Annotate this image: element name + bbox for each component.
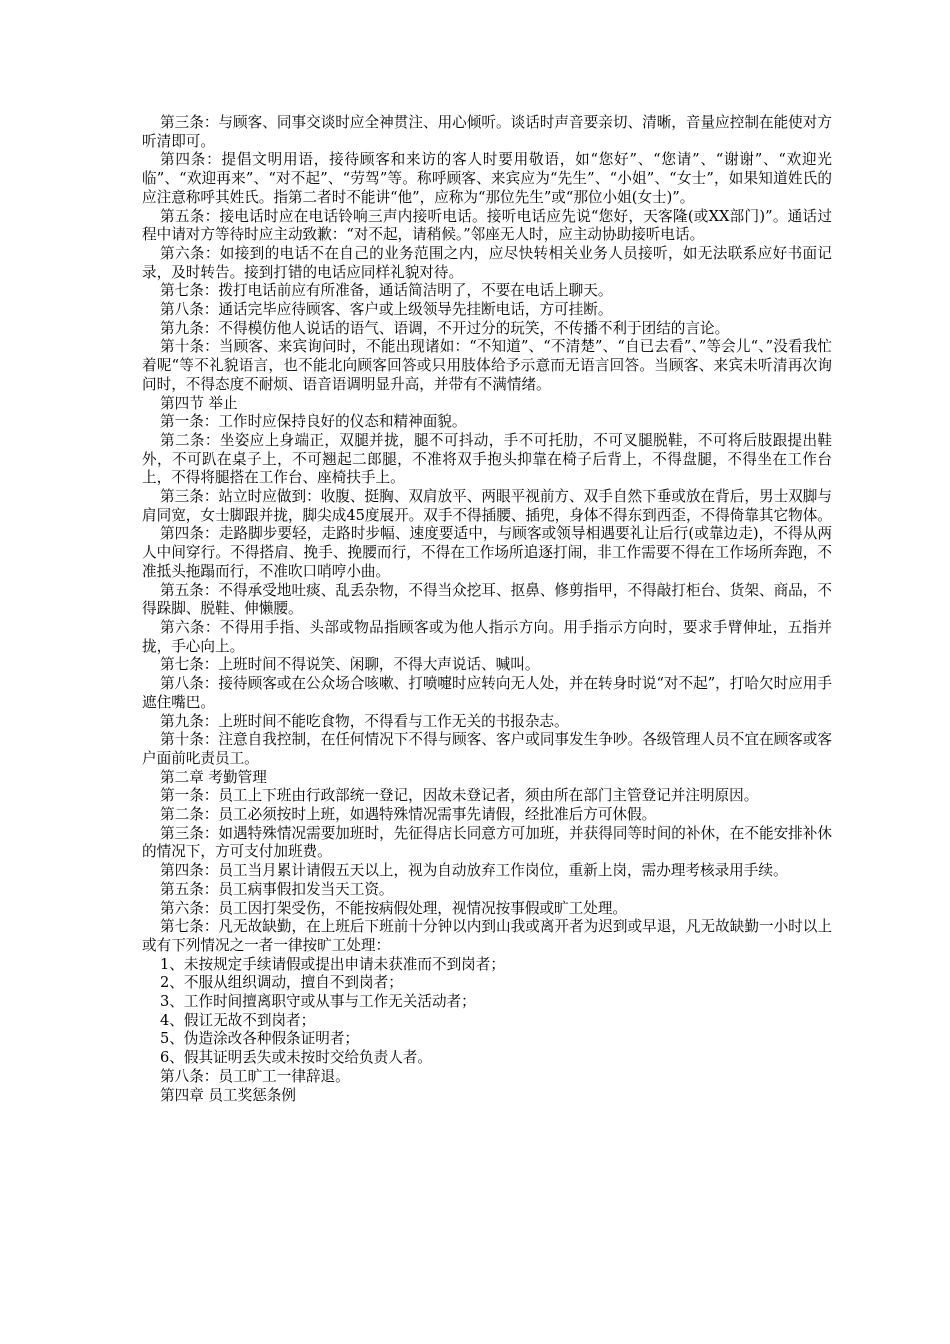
list-item: 5、伪造涂改各种假条证明者； <box>160 1030 360 1048</box>
paragraph: 第四条：员工当月累计请假五天以上，视为自动放弃工作岗位，重新上岗，需办理考核录用手续。 <box>160 862 788 880</box>
paragraph: 第六条：不得用手指、头部或物品指顾客或为他人指示方向。用手指示方向时，要求手臂伸址，五指并拢，手心向上。 <box>142 618 832 655</box>
paragraph: 第二条：员工必须按时上班，如遇特殊情况需事先请假，经批准后方可休假。 <box>160 806 657 824</box>
paragraph: 第五条：员工病事假扣发当天工资。 <box>160 880 394 898</box>
paragraph: 第三条：如遇特殊情况需要加班时，先征得店长同意方可加班，并获得同等时间的补休，在不能安排补休的情况下，方可支付加班费。 <box>142 824 832 861</box>
section-heading: 第四节 举止 <box>160 394 238 412</box>
paragraph: 第九条：不得模仿他人说话的语气、语调，不开过分的玩笑，不传播不利于团结的言论。 <box>160 319 730 337</box>
paragraph: 第一条：工作时应保持良好的仪态和精神面貌。 <box>160 413 467 431</box>
paragraph: 第二条：坐姿应上身端正，双腿并拢，腿不可抖动，手不可托肋，不可叉腿脱鞋，不可将后肢跟提出鞋外，不可趴在桌子上，不可翘起二郎腿，不准将双手抱头抑靠在椅子后背上，不得盘腿，不得坐在工作台上，不得将腿搭在工作台、座椅扶手上。 <box>142 431 832 487</box>
paragraph: 第四条：提倡文明用语，接待顾客和来访的客人时要用敬语，如“您好”、“您请”、“谢谢”、“欢迎光临”、“欢迎再来”、“对不起”、“劳驾”等。称呼顾客、来宾应为“先生”、“小姐”、“女士”，如果知道姓氏的应注意称呼其姓氏。指第二者时不能讲“他”，应称为“那位先生”或“那位小姐(女士)”。 <box>142 151 832 206</box>
chapter-heading: 第四章 员工奖惩条例 <box>160 1086 296 1104</box>
paragraph: 第八条：员工旷工一律辞退。 <box>160 1067 350 1085</box>
paragraph: 第六条：如接到的电话不在自己的业务范围之内，应尽快转相关业务人员接听，如无法联系应好书面记录，及时转告。接到打错的电话应同样礼貌对待。 <box>142 244 832 281</box>
paragraph: 第七条：拨打电话前应有所准备，通话简洁明了，不要在电话上聊天。 <box>160 282 613 300</box>
paragraph: 第三条：与顾客、同事交谈时应全神贯注、用心倾听。谈话时声音要亲切、清晰，音量应控制在能使对方听清即可。 <box>142 114 832 150</box>
list-item: 2、不服从组织调动，擅自不到岗者； <box>160 974 403 992</box>
list-item: 1、未按规定手续请假或提出申请未获准而不到岗者； <box>160 955 505 973</box>
paragraph: 第四条：走路脚步要轻，走路时步幅、速度要适中，与顾客或领导相遇要礼让后行(或靠边走)，不得从两人中间穿行。不得搭肩、挽手、挽腰而行，不得在工作场所追逐打闹，非工作需要不得在工作场所奔跑，不准抵头拖蹋而行，不准吹口哨哼小曲。 <box>142 525 832 580</box>
paragraph: 第三条：站立时应做到：收腹、挺胸、双肩放平、两眼平视前方、双手自然下垂或放在背后，男士双脚与肩同宽，女士脚跟并拢，脚尖成45度展开。双手不得插腰、插兜，身体不得东到西歪，不得倚靠其它物体。 <box>142 488 832 524</box>
paragraph: 第九条：上班时间不能吃食物，不得看与工作无关的书报杂志。 <box>160 712 569 730</box>
paragraph: 第十条：注意自我控制，在任何情况下不得与顾客、客户或同事发生争吵。各级管理人员不宜在顾客或客户面前叱责员工。 <box>142 731 832 767</box>
list-item: 6、假其证明丢失或未按时交给负责人者。 <box>160 1049 432 1067</box>
paragraph: 第六条：员工因打架受伤，不能按病假处理，视情况按事假或旷工处理。 <box>160 899 628 917</box>
paragraph: 第七条：上班时间不得说笑、闲聊，不得大声说话、喊叫。 <box>160 656 540 674</box>
list-item: 3、工作时间擅离职守或从事与工作无关活动者； <box>160 993 476 1011</box>
chapter-heading: 第二章 考勤管理 <box>160 768 267 786</box>
paragraph: 第七条：凡无故缺勤，在上班后下班前十分钟以内到山我或离开者为迟到或早退，凡无故缺勤一小时以上或有下列情况之一者一律按旷工处理： <box>142 918 832 954</box>
paragraph: 第八条：接待顾客或在公众场合咳嗽、打喷嚏时应转向无人处，并在转身时说“对不起”，打哈欠时应用手遮住嘴巴。 <box>142 675 832 711</box>
paragraph: 第八条：通话完毕应待顾客、客户或上级领导先挂断电话，方可挂断。 <box>160 301 613 319</box>
list-item: 4、假讧无故不到岗者； <box>160 1011 316 1029</box>
paragraph: 第五条：不得承受地吐痰、乱丢杂物，不得当众挖耳、抠鼻、修剪指甲，不得敲打柜台、货架、商品，不得跺脚、脱鞋、伸懒腰。 <box>142 581 832 618</box>
paragraph: 第五条：接电话时应在电话铃响三声内接听电话。接听电话应先说“您好，天客隆(或XX部门)”。通话过程中请对方等待时应主动致歉：“对不起，请稍候。”邻座无人时，应主动协助接听电话。 <box>142 207 832 244</box>
paragraph: 第十条：当顾客、来宾询问时，不能出现诸如：“不知道”、“不清楚”、“自已去看”、”等会儿“、”没看我忙着呢“等不礼貌语言，也不能北向顾客回答或只用肢体给予示意而无语言回答。当顾客、来宾未听清再次询问时，不得态度不耐烦、语音语调明显升高，并带有不满情绪。 <box>142 338 832 393</box>
paragraph: 第一条：员工上下班由行政部统一登记，因故未登记者，须由所在部门主管登记并注明原因。 <box>160 787 759 805</box>
